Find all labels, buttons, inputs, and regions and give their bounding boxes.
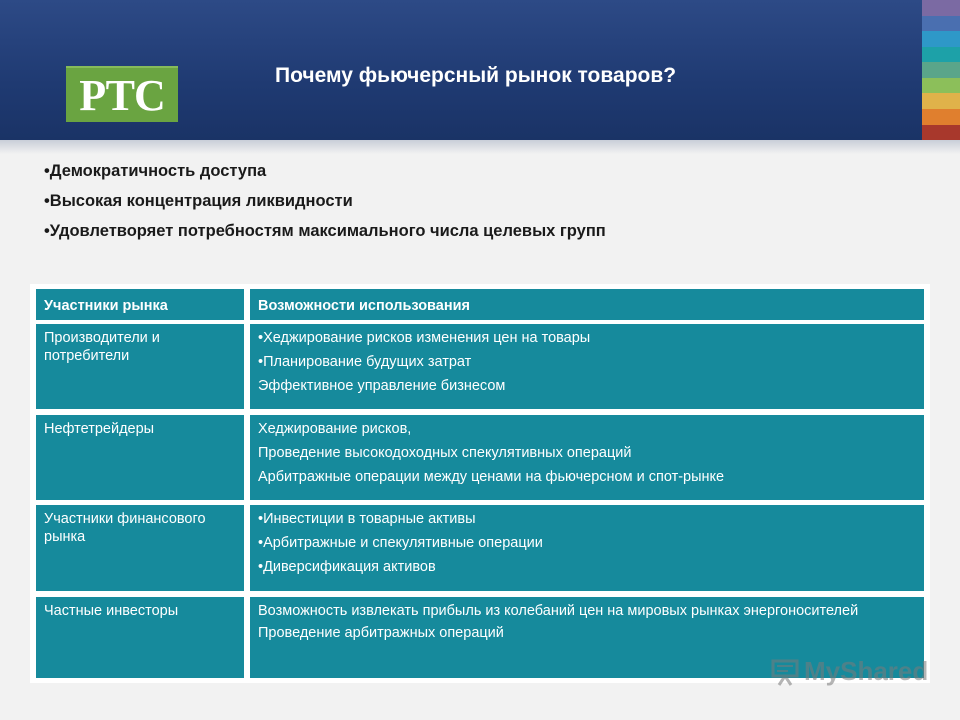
stripe <box>922 125 960 141</box>
bullet-item: •Удовлетворяет потребностям максимального числа целевых групп <box>44 222 606 240</box>
bullet-item: •Высокая концентрация ликвидности <box>44 192 353 210</box>
table-cell-uses <box>250 415 924 500</box>
table-cell-uses <box>250 324 924 409</box>
bullet-item: •Демократичность доступа <box>44 162 267 180</box>
participants-table <box>30 284 930 683</box>
use-item: Возможность извлекать прибыль из колебаний цен на мировых рынках энергоносителей <box>258 603 859 619</box>
use-item: •Хеджирование рисков изменения цен на товары <box>258 330 591 346</box>
table-cell-participant: Нефтетрейдеры <box>36 415 244 500</box>
stripe <box>922 16 960 32</box>
use-item: Хеджирование рисков, <box>258 421 412 437</box>
page-title: Почему фьючерсный рынок товаров? <box>275 64 677 87</box>
stripe <box>922 93 960 109</box>
use-item: •Инвестиции в товарные активы <box>258 511 476 527</box>
use-item: Проведение арбитражных операций <box>258 625 504 641</box>
logo <box>66 66 178 122</box>
table-header-uses: Возможности использования <box>250 289 924 320</box>
stripe <box>922 47 960 63</box>
use-item: Эффективное управление бизнесом <box>258 378 506 394</box>
stripe <box>922 31 960 47</box>
table-header-participants: Участники рынка <box>36 289 244 320</box>
watermark <box>770 656 928 687</box>
use-item: •Диверсификация активов <box>258 559 436 575</box>
table-cell-uses <box>250 505 924 591</box>
color-stripes <box>922 0 960 140</box>
use-item: •Планирование будущих затрат <box>258 354 472 370</box>
bullet-list <box>44 160 606 250</box>
use-item: •Арбитражные и спекулятивные операции <box>258 535 543 551</box>
presentation-board-icon <box>770 657 800 687</box>
use-item: Арбитражные операции между ценами на фьючерсном и спот-рынке <box>258 469 725 485</box>
watermark-text: MyShared <box>804 656 929 686</box>
table-cell-participant: Частные инвесторы <box>36 597 244 678</box>
table-cell-participant: Производители и потребители <box>36 324 244 409</box>
stripe <box>922 78 960 94</box>
logo-text: РТС <box>79 70 165 120</box>
stripe <box>922 0 960 16</box>
use-item: Проведение высокодоходных спекулятивных операций <box>258 445 632 461</box>
header-shadow <box>0 140 960 154</box>
stripe <box>922 109 960 125</box>
stripe <box>922 62 960 78</box>
table-cell-participant: Участники финансового рынка <box>36 505 244 591</box>
